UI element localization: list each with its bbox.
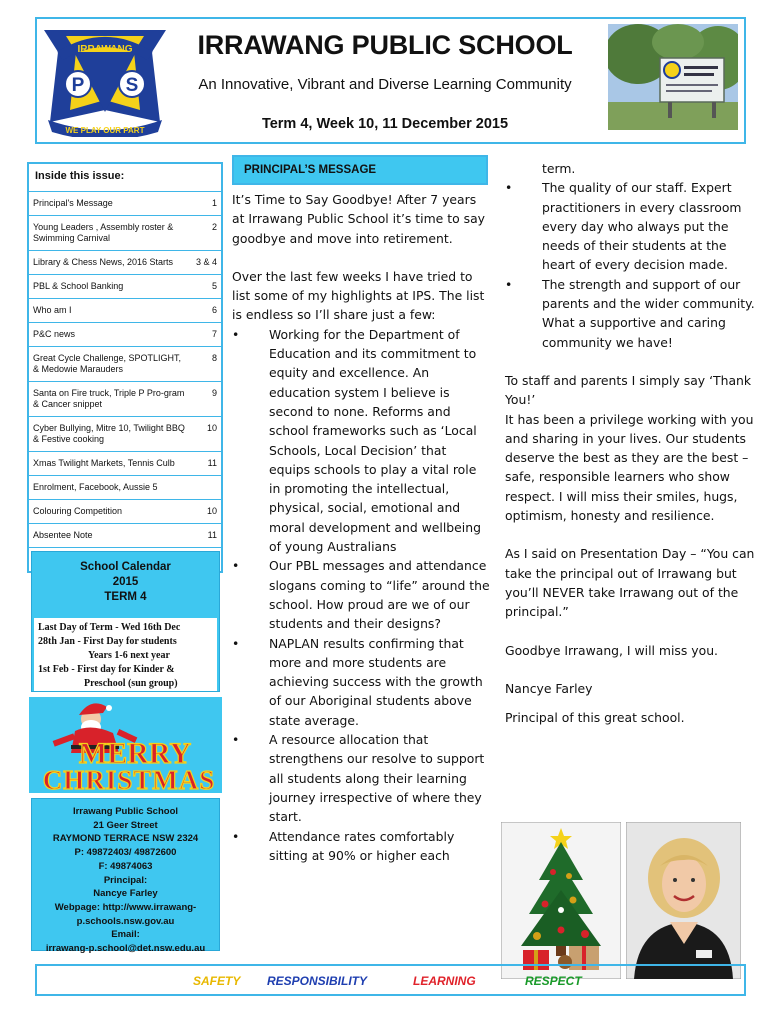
school-sign-photo — [608, 24, 738, 130]
toc-row[interactable] — [29, 299, 221, 323]
toc-item-label: Enrolment, Facebook, Aussie 5 — [33, 482, 158, 492]
toc-item-page: 6 — [211, 305, 217, 315]
contact-line: Nancye Farley — [93, 888, 158, 900]
message-goodbye: Goodbye Irrawang, I will miss you. — [505, 642, 718, 658]
list-item: • Attendance rates comfortably sitting at 90% or higher each — [232, 827, 490, 866]
calendar-title-line: School Calendar — [80, 561, 171, 573]
contact-line: P: 49872403/ 49872600 — [74, 847, 177, 859]
list-item: • Working for the Department of Education and its commitment to equity and excellence. An education system I believe is second to none. Reforms and school frameworks such as ‘Local Schools, Local Decision’ that equips schools to play a vital role in promoting the intellectual, physical, social, emotional and moral development and wellbeing of young Australians — [232, 325, 490, 557]
email-link[interactable]: irrawang-p.school@det.nsw.edu.au — [45, 943, 206, 955]
message-continuation: term. — [542, 161, 576, 176]
logo-letter-s: S — [125, 75, 139, 96]
toc-row[interactable] — [29, 382, 221, 417]
calendar-line: 1st Feb - First day for Kinder & — [38, 664, 175, 675]
school-logo — [40, 22, 170, 137]
contact-line: Email: — [111, 929, 140, 941]
contact-line: Principal: — [103, 874, 148, 886]
list-item: • Our PBL messages and attendance slogans coming to “life” around the school. How proud are we of our students and their designs? — [232, 556, 490, 633]
value-safety: SAFETY — [193, 974, 241, 988]
toc-item-page: 10 — [206, 506, 217, 516]
toc-item-page: 10 — [206, 423, 217, 433]
toc-row[interactable] — [29, 192, 221, 216]
list-item: • NAPLAN results confirming that more and more students are achieving success with the growth of our Aboriginal students above state average. — [232, 634, 490, 730]
signature-title: Principal of this great school. — [505, 710, 685, 726]
message-column-1 — [232, 190, 490, 865]
christmas-tree-photo — [501, 822, 621, 979]
contact-line: RAYMOND TERRACE NSW 2324 — [52, 833, 199, 845]
toc-item-page: 2 — [211, 222, 217, 232]
toc-item-label: Principal's Message — [33, 198, 113, 208]
message-quote: As I said on Presentation Day – “You can take the principal out of Irrawang but you’ll NEVER take Irrawang out of the principal.” — [505, 546, 755, 620]
school-values-footer — [35, 964, 746, 996]
value-responsibility: RESPONSIBILITY — [267, 974, 368, 988]
logo-letter-p: P — [71, 75, 85, 96]
school-tagline: An Innovative, Vibrant and Diverse Learning Community — [198, 76, 572, 93]
calendar-line: 28th Jan - First Day for students — [38, 636, 177, 647]
christmas-text: CHRISTMAS — [42, 765, 216, 793]
contact-line: Irrawang Public School — [72, 806, 179, 817]
toc-heading: Inside this issue: — [29, 164, 221, 192]
toc-item-page: 5 — [211, 281, 217, 291]
logo-motto: WE PLAY OUR PART — [65, 126, 145, 135]
toc-row[interactable] — [29, 524, 221, 548]
calendar-title — [32, 560, 219, 605]
logo-text-top: IRRAWANG — [77, 44, 133, 55]
message-para: Over the last few weeks I have tried to list some of my highlights at IPS. The list is endless so I’ll share just a few: — [232, 268, 485, 323]
message-intro: It’s Time to Say Goodbye! After 7 years at Irrawang Public School it’s time to say goodbye and move into retirement. — [232, 192, 485, 246]
toc-item-page: 3 & 4 — [195, 257, 217, 267]
list-item: • The quality of our staff. Expert practitioners in every classroom every day who always put the needs of their students at the heart of every decision made. — [505, 178, 755, 274]
toc-item-label: PBL & School Banking — [33, 281, 124, 291]
calendar-line: Preschool (sun group) — [84, 678, 178, 689]
toc-row[interactable] — [29, 347, 221, 382]
toc-item-page — [191, 476, 221, 499]
calendar-title-line: TERM 4 — [104, 591, 147, 603]
toc-item-page: 7 — [211, 329, 217, 339]
toc-row[interactable] — [29, 323, 221, 347]
list-item: • A resource allocation that strengthens our resolve to support all students along their learning journey irrespective of where they start. — [232, 730, 490, 826]
toc-item-page: 1 — [211, 198, 217, 208]
toc-item-page: 11 — [207, 458, 217, 468]
table-of-contents — [27, 162, 223, 573]
page-title: IRRAWANG PUBLIC SCHOOL — [197, 30, 573, 60]
message-privilege: It has been a privilege working with you and sharing in your lives. Our students deserve the best as they are the best – safe, responsible learners who show respect. I will miss their smiles, hugs, optimism, honesty and resilience. — [505, 411, 754, 524]
toc-row[interactable] — [29, 417, 221, 452]
issue-date: Term 4, Week 10, 11 December 2015 — [261, 116, 509, 132]
toc-item-label: Colouring Competition — [33, 506, 123, 516]
toc-row[interactable] — [29, 216, 221, 251]
toc-row[interactable] — [29, 251, 221, 275]
toc-item-label: Young Leaders , Assembly roster & Swimming Carnival — [33, 222, 174, 243]
list-item: • The strength and support of our parents and the wider community. What a supportive and caring community we have! — [505, 275, 755, 352]
message-thanks: To staff and parents I simply say ‘Thank You!’ — [505, 372, 752, 408]
toc-item-label: Xmas Twilight Markets, Tennis Culb — [33, 458, 175, 468]
toc-item-label: P&C news — [33, 329, 76, 339]
contact-line: F: 49874063 — [98, 860, 153, 872]
contact-line: 21 Geer Street — [93, 819, 158, 831]
toc-item-label: Cyber Bullying, Mitre 10, Twilight BBQ & Festive cooking — [33, 423, 185, 444]
signature-name: Nancye Farley — [505, 680, 593, 696]
merry-text: MERRY — [78, 737, 192, 770]
principals-message-heading: PRINCIPAL’S MESSAGE — [232, 155, 488, 185]
toc-item-page: 8 — [211, 353, 217, 363]
principal-portrait — [626, 822, 741, 979]
toc-item-label: Great Cycle Challenge, SPOTLIGHT, & Medowie Marauders — [33, 353, 182, 374]
toc-row[interactable] — [29, 452, 221, 476]
webpage-link[interactable]: Webpage: http://www.irrawang- — [54, 901, 197, 913]
calendar-title-line: 2015 — [112, 576, 139, 588]
toc-item-page: 9 — [211, 388, 217, 398]
toc-row[interactable] — [29, 476, 221, 500]
highlights-list — [232, 325, 490, 865]
message-column-2 — [505, 159, 755, 727]
toc-item-label: Who am I — [33, 305, 72, 315]
toc-row[interactable] — [29, 275, 221, 299]
school-calendar — [31, 551, 220, 692]
toc-row[interactable] — [29, 500, 221, 524]
webpage-link-cont[interactable]: p.schools.nsw.gov.au — [76, 915, 175, 927]
merry-christmas-banner — [29, 697, 222, 793]
value-respect: RESPECT — [525, 974, 582, 988]
school-contact-details — [31, 798, 220, 955]
calendar-line: Last Day of Term - Wed 16th Dec — [38, 622, 181, 633]
toc-item-label: Santa on Fire truck, Triple P Pro-gram & Cancer snippet — [33, 388, 185, 409]
toc-item-page: 11 — [207, 530, 217, 540]
highlights-list-cont — [505, 178, 755, 352]
toc-item-label: Library & Chess News, 2016 Starts — [33, 257, 174, 267]
value-learning: LEARNING — [413, 974, 476, 988]
toc-item-label: Absentee Note — [33, 530, 93, 540]
calendar-dates — [34, 618, 217, 691]
calendar-line: Years 1-6 next year — [88, 650, 170, 661]
